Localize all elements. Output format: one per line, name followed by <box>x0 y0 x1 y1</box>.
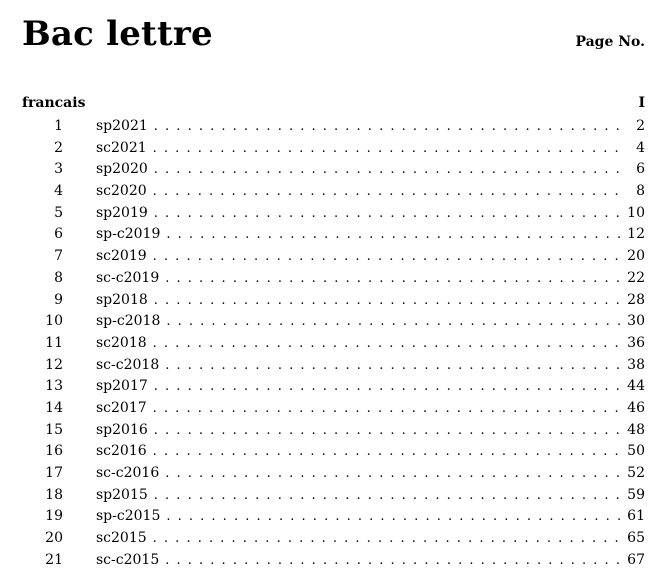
toc-entry-number: 16 <box>45 443 63 460</box>
toc-entry-page: 8 <box>636 183 645 200</box>
toc-entry-title: sc2018 <box>96 334 147 351</box>
toc-entry-number: 12 <box>45 356 63 373</box>
toc-dot-leader <box>153 246 622 268</box>
toc-dot-leader <box>154 485 621 507</box>
toc-entry-number: 21 <box>45 551 63 568</box>
toc-entry-page: 61 <box>627 508 645 525</box>
toc-entry-page: 65 <box>627 530 645 547</box>
toc-dot-leader <box>166 506 621 528</box>
toc-dot-leader <box>154 159 623 181</box>
toc-entry-number: 10 <box>45 313 63 330</box>
toc-entry-number: 7 <box>54 248 63 265</box>
toc-dot-leader <box>154 290 621 312</box>
toc-entry-title: sp2015 <box>96 486 148 503</box>
toc-entry[interactable] <box>22 246 645 268</box>
toc-entry-title: sp2020 <box>96 161 148 178</box>
toc-entry-page: 12 <box>627 226 645 243</box>
toc-entry-title: sc2016 <box>96 443 147 460</box>
toc-dot-leader <box>153 333 622 355</box>
toc-entry[interactable] <box>22 441 645 463</box>
toc-entry-title: sp-c2015 <box>96 508 161 525</box>
toc-dot-leader <box>154 203 621 225</box>
toc-entry-number: 15 <box>45 421 63 438</box>
section-heading[interactable] <box>22 94 645 112</box>
toc-dot-leader <box>153 181 623 203</box>
toc-entry-page: 38 <box>627 356 645 373</box>
toc-dot-leader <box>166 224 621 246</box>
toc-entry[interactable] <box>22 203 645 225</box>
toc-entry[interactable] <box>22 485 645 507</box>
toc-entry-page: 28 <box>627 291 645 308</box>
toc-entry-number: 1 <box>54 118 63 134</box>
toc-entry[interactable] <box>22 181 645 203</box>
toc-entry-title: sc2017 <box>96 399 147 416</box>
toc-entry-number: 11 <box>45 334 63 351</box>
toc-entry-title: sp2019 <box>96 204 148 221</box>
toc-entry-title: sc2020 <box>96 183 147 200</box>
toc-entry-page: 52 <box>627 465 645 481</box>
toc-dot-leader <box>154 376 621 398</box>
toc-entry[interactable] <box>22 355 645 377</box>
toc-entry-number: 8 <box>54 269 63 286</box>
toc-entry[interactable] <box>22 138 645 160</box>
toc-entry-number: 18 <box>45 486 63 503</box>
table-of-contents <box>22 116 645 571</box>
toc-entry[interactable] <box>22 550 645 572</box>
toc-entry-page: 22 <box>627 269 645 286</box>
toc-entry[interactable] <box>22 463 645 485</box>
section-page: I <box>638 95 645 111</box>
toc-entry[interactable] <box>22 528 645 550</box>
toc-entry-number: 9 <box>54 291 63 308</box>
toc-entry-title: sc2015 <box>96 530 147 547</box>
toc-entry[interactable] <box>22 311 645 333</box>
toc-entry-page: 59 <box>627 486 645 503</box>
toc-entry-page: 20 <box>627 248 645 265</box>
toc-dot-leader <box>165 550 621 572</box>
toc-entry-title: sc-c2019 <box>96 269 160 286</box>
toc-entry-title: sc-c2018 <box>96 356 160 373</box>
toc-dot-leader <box>165 355 621 377</box>
toc-dot-leader <box>153 138 623 160</box>
toc-entry-number: 14 <box>45 399 63 416</box>
toc-entry-number: 3 <box>54 161 63 178</box>
toc-entry[interactable] <box>22 268 645 290</box>
toc-dot-leader <box>165 463 621 485</box>
toc-entry-page: 10 <box>627 204 645 221</box>
toc-entry-number: 4 <box>54 183 63 200</box>
toc-entry[interactable] <box>22 224 645 246</box>
toc-entry-number: 13 <box>45 378 63 395</box>
toc-entry-title: sc2021 <box>96 139 147 156</box>
toc-entry-page: 46 <box>627 399 645 416</box>
toc-entry-title: sc-c2016 <box>96 465 160 481</box>
toc-dot-leader <box>153 398 622 420</box>
toc-entry-page: 4 <box>636 139 645 156</box>
toc-dot-leader <box>154 420 621 442</box>
toc-entry-page: 36 <box>627 334 645 351</box>
toc-dot-leader <box>165 268 621 290</box>
toc-entry-page: 30 <box>627 313 645 330</box>
toc-entry-number: 2 <box>54 139 63 156</box>
toc-entry[interactable] <box>22 333 645 355</box>
toc-entry[interactable] <box>22 290 645 312</box>
toc-entry-title: sc2019 <box>96 248 147 265</box>
toc-entry-number: 20 <box>45 530 63 547</box>
toc-entry-title: sp-c2019 <box>96 226 161 243</box>
toc-entry[interactable] <box>22 376 645 398</box>
toc-entry-page: 44 <box>627 378 645 395</box>
page-number-header: Page No. <box>575 34 645 50</box>
toc-entry-title: sp2016 <box>96 421 148 438</box>
toc-dot-leader <box>154 116 623 138</box>
toc-entry[interactable] <box>22 506 645 528</box>
toc-entry-number: 17 <box>45 465 63 481</box>
toc-entry-title: sp-c2018 <box>96 313 161 330</box>
toc-entry[interactable] <box>22 420 645 442</box>
toc-entry-number: 6 <box>54 226 63 243</box>
toc-entry[interactable] <box>22 159 645 181</box>
toc-entry-page: 50 <box>627 443 645 460</box>
toc-entry-title: sp2018 <box>96 291 148 308</box>
toc-entry-page: 67 <box>627 551 645 568</box>
toc-entry-number: 19 <box>45 508 63 525</box>
toc-dot-leader <box>153 528 622 550</box>
toc-dot-leader <box>166 311 621 333</box>
toc-entry-title: sp2017 <box>96 378 148 395</box>
document-title: Bac lettre <box>22 14 213 54</box>
toc-entry-page: 2 <box>636 118 645 134</box>
toc-dot-leader <box>153 441 622 463</box>
section-name: francais <box>22 95 86 111</box>
toc-entry-number: 5 <box>54 204 63 221</box>
toc-entry-page: 48 <box>627 421 645 438</box>
toc-entry[interactable] <box>22 116 645 138</box>
toc-entry-page: 6 <box>636 161 645 178</box>
toc-entry[interactable] <box>22 398 645 420</box>
toc-entry-title: sc-c2015 <box>96 551 160 568</box>
toc-entry-title: sp2021 <box>96 118 148 134</box>
